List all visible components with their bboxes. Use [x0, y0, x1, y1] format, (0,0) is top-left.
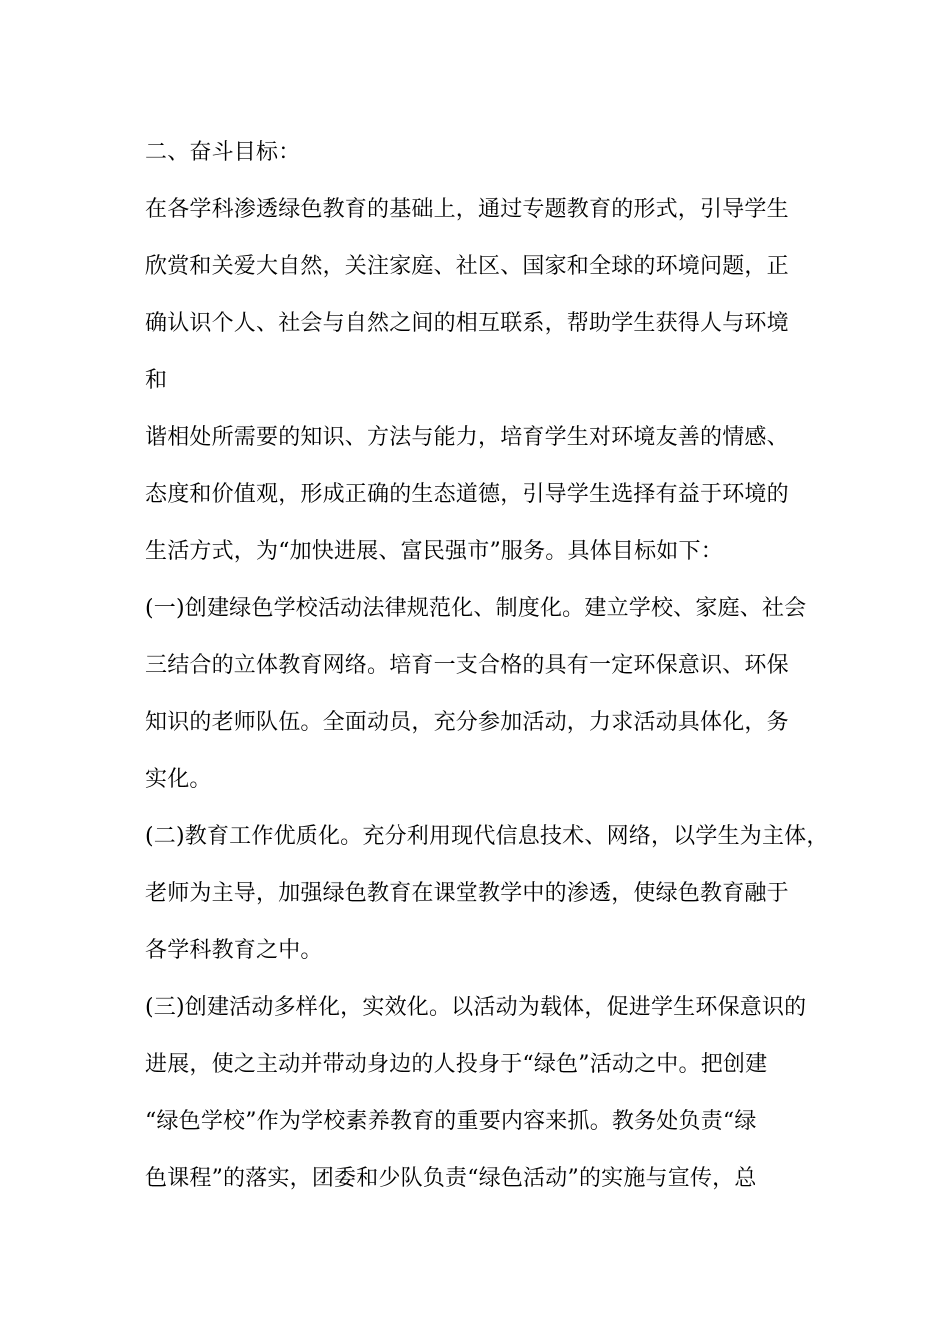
paragraph-line: 各学科教育之中。 [145, 938, 323, 963]
paragraph-line: 在各学科渗透绿色教育的基础上，通过专题教育的形式，引导学生 [145, 197, 789, 222]
paragraph-line: 进展，使之主动并带动身边的人投身于“绿色”活动之中。把创建 [145, 1052, 768, 1077]
paragraph-line: 生活方式，为“加快进展、富民强市”服务。具体目标如下： [145, 539, 723, 564]
paragraph-line: 态度和价值观，形成正确的生态道德，引导学生选择有益于环境的 [145, 482, 789, 507]
paragraph-line: 三结合的立体教育网络。培育一支合格的具有一定环保意识、环保 [145, 653, 789, 678]
paragraph-line: 实化。 [145, 767, 212, 792]
paragraph-line: 色课程”的落实，团委和少队负责“绿色活动”的实施与宣传，总 [145, 1166, 757, 1191]
paragraph-line: 和 [145, 368, 168, 393]
paragraph-line: 知识的老师队伍。全面动员，充分参加活动，力求活动具体化，务 [145, 710, 789, 735]
paragraph-line: “绿色学校”作为学校素养教育的重要内容来抓。教务处负责“绿 [145, 1109, 757, 1134]
paragraph-line: 老师为主导，加强绿色教育在课堂教学中的渗透，使绿色教育融于 [145, 881, 789, 906]
section-heading: 二、奋斗目标： [145, 140, 301, 165]
paragraph-line: 谐相处所需要的知识、方法与能力，培育学生对环境友善的情感、 [145, 425, 789, 450]
paragraph-line: (一)创建绿色学校活动法律规范化、制度化。建立学校、家庭、社会 [145, 596, 807, 621]
paragraph-line: (二)教育工作优质化。充分利用现代信息技术、网络，以学生为主体， [145, 824, 829, 849]
paragraph-line: 欣赏和关爱大自然，关注家庭、社区、国家和全球的环境问题，正 [145, 254, 789, 279]
paragraph-line: 确认识个人、社会与自然之间的相互联系，帮助学生获得人与环境 [145, 311, 789, 336]
paragraph-line: (三)创建活动多样化，实效化。以活动为载体，促进学生环保意识的 [145, 995, 807, 1020]
